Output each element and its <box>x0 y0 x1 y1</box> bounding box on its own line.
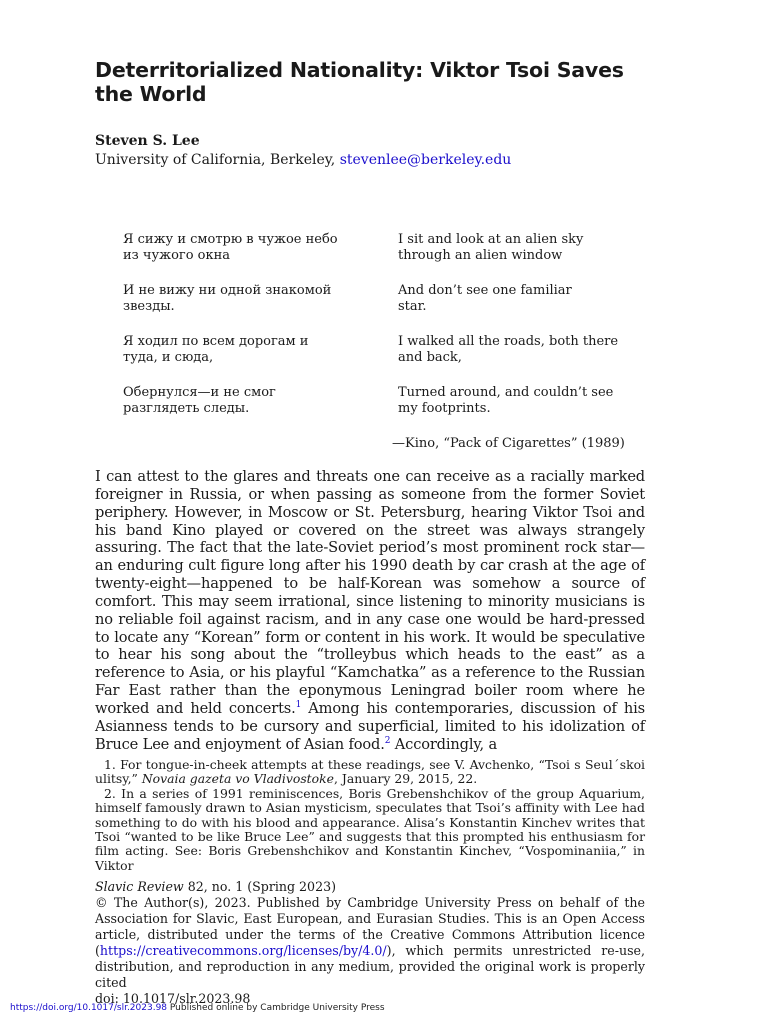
license-statement <box>95 895 645 991</box>
title-line-2: the World <box>95 82 207 106</box>
epigraph-citation: —Kino, “Pack of Cigarettes” (1989) <box>392 436 625 451</box>
footnote-text: , January 29, 2015, 22. <box>333 771 478 787</box>
epigraph-stanza <box>123 232 643 264</box>
journal-citation <box>95 879 645 895</box>
epigraph-stanza <box>123 385 643 417</box>
author-email-link[interactable]: stevenlee@berkeley.edu <box>339 152 512 168</box>
en-line: I walked all the roads, both there <box>398 334 619 349</box>
ru-line: звезды. <box>123 299 175 314</box>
en-line: Turned around, and couldn’t see <box>398 385 614 400</box>
body-paragraph <box>95 468 645 754</box>
stanza-english <box>398 385 643 417</box>
en-line: star. <box>398 299 427 314</box>
stanza-russian <box>123 385 398 417</box>
ru-line: Я ходил по всем дорогам и <box>123 334 309 349</box>
title-line-1: Deterritorialized Nationality: Viktor Tsoi Saves <box>95 58 624 82</box>
article-doi: doi: 10.1017/slr.2023.98 <box>95 991 251 1006</box>
ru-line: Обернулся—и не смог <box>123 385 276 400</box>
license-text: ), which permits unrestricted re-use, distribution, and reproduction in any medium, provided the original work is properly cited <box>95 943 645 990</box>
journal-issue: 82, no. 1 (Spring 2023) <box>183 879 337 894</box>
epigraph-stanza <box>123 334 643 366</box>
footnotes <box>95 758 645 873</box>
epigraph-stanza <box>123 283 643 315</box>
stanza-english <box>398 283 643 315</box>
stanza-english <box>398 334 643 366</box>
stanza-english <box>398 232 643 264</box>
author-affiliation <box>95 152 511 168</box>
publisher-strip <box>10 1003 385 1013</box>
license-text: © The Author(s), 2023. Published by Cambridge University Press on behalf of the Association for Slavic, East European, and Eurasian Studies. This is an Open Access article, distributed under the terms of the Creative Commons Attribution licence ( <box>95 895 645 958</box>
stanza-russian <box>123 334 398 366</box>
footnote-2: 2. In a series of 1991 reminiscences, Boris Grebenshchikov of the group Aquarium, himself famously drawn to Asian mysticism, speculates that Tsoi’s affinity with Lee had something to do with his blood and appearance. Alisa’s Konstantin Kinchev writes that Tsoi “wanted to be like Bruce Lee” and suggests that this prompted his enthusiasm for film acting. See: Boris Grebenshchikov and Konstantin Kinchev, “Vospominaniia,” in Viktor <box>95 785 645 873</box>
en-line: I sit and look at an alien sky <box>398 232 584 247</box>
body-text-part: Among his contemporaries, discussion of his Asianness tends to be cursory and superficial, limited to his idolization of Bruce Lee and enjoyment of Asian food. <box>95 699 645 753</box>
footnote-text: 1. For tongue-in-cheek attempts at these readings, see V. Avchenko, “Tsoi s Seulˊskoi ulitsy,” <box>95 757 645 787</box>
footnote-ref-1[interactable]: 1 <box>295 700 302 711</box>
stanza-russian <box>123 232 398 264</box>
journal-name: Slavic Review <box>95 879 184 894</box>
en-line: And don’t see one familiar <box>398 283 572 298</box>
published-online-text: Published online by Cambridge University Press <box>167 1003 385 1013</box>
en-line: my footprints. <box>398 401 491 416</box>
license-link[interactable]: https://creativecommons.org/licenses/by/4.0/ <box>99 943 387 958</box>
body-text-part: Accordingly, a <box>390 735 498 753</box>
affiliation-text: University of California, Berkeley, <box>95 152 340 168</box>
body-text-part: I can attest to the glares and threats one can receive as a racially marked foreigner in Russia, or when passing as someone from the former Soviet periphery. However, in Moscow or St. Petersburg, hearing Viktor Tsoi and his band Kino played or covered on the street was always strangely assuring. The fact that the late-Soviet period’s most prominent rock star—an enduring cult figure long after his 1990 death by car crash at the age of twenty-eight—happened to be half-Korean was somehow a source of comfort. This may seem irrational, since listening to minority musicians is no reliable foil against racism, and in any case one would be hard-pressed to locate any “Korean” form or content in his work. It would be speculative to hear his song about the “trolleybus which heads to the east” as a reference to Asia, or his playful “Kamchatka” as a reference to the Russian Far East rather than the eponymous Leningrad boiler room where he worked and held concerts. <box>95 468 645 717</box>
footnote-1 <box>95 758 645 787</box>
article-title <box>95 58 655 106</box>
author-name: Steven S. Lee <box>95 133 200 149</box>
doi-link[interactable]: https://doi.org/10.1017/slr.2023.98 <box>10 1003 168 1013</box>
ru-line: Я сижу и смотрю в чужое небо <box>123 232 338 247</box>
ru-line: туда, и сюда, <box>123 350 214 365</box>
journal-info <box>95 879 645 1007</box>
ru-line: из чужого окна <box>123 248 231 263</box>
en-line: through an alien window <box>398 248 563 263</box>
stanza-russian <box>123 283 398 315</box>
footnote-ref-2[interactable]: 2 <box>384 735 391 746</box>
footnote-journal-title: Novaia gazeta vo Vladivostoke <box>141 771 334 787</box>
ru-line: И не вижу ни одной знакомой <box>123 283 332 298</box>
epigraph-poem <box>123 232 643 436</box>
en-line: and back, <box>398 350 462 365</box>
ru-line: разглядеть следы. <box>123 401 250 416</box>
